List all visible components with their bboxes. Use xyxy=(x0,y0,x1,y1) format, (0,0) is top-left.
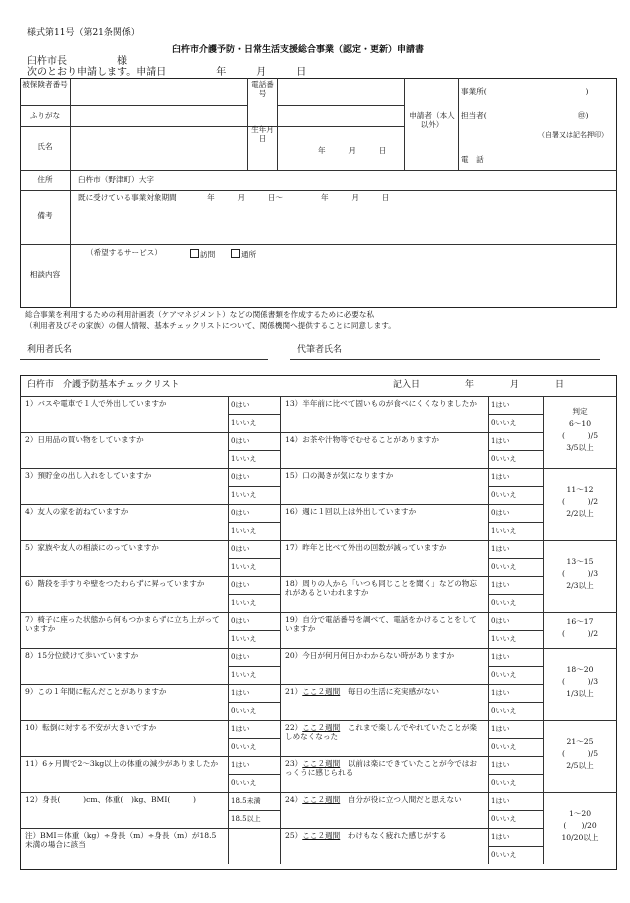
answer-option[interactable]: 1いいえ xyxy=(231,455,257,463)
answer-divider xyxy=(228,558,280,559)
judge-line xyxy=(543,792,617,793)
answer-option[interactable]: 0いいえ xyxy=(491,455,517,463)
answer-option[interactable]: 0いいえ xyxy=(491,815,517,823)
judge-text: 13～15 xyxy=(566,557,594,566)
judge-text: ( )/5 xyxy=(561,431,599,440)
answer-option[interactable]: 1はい xyxy=(491,473,510,481)
answer-option[interactable]: 0はい xyxy=(231,581,250,589)
day-service-option[interactable] xyxy=(231,249,256,260)
checklist-item-left: 7）椅子に座った状態から何もつかまらずに立ち上がっていますか xyxy=(25,615,220,633)
answer-option[interactable]: 18.5以上 xyxy=(231,815,261,823)
checklist-row-line xyxy=(20,648,543,649)
judge-text: ( )/3 xyxy=(561,677,599,686)
answer-option[interactable]: 1いいえ xyxy=(231,671,257,679)
checklist-row-line xyxy=(20,612,543,613)
answer-option[interactable]: 0いいえ xyxy=(491,779,517,787)
answer-option[interactable]: 0はい xyxy=(231,653,250,661)
answer-option[interactable]: 0いいえ xyxy=(491,707,517,715)
insured-number-label: 被保険者番号 xyxy=(22,80,68,89)
answer-option[interactable]: 0いいえ xyxy=(491,419,517,427)
answer-option[interactable]: 1いいえ xyxy=(231,635,257,643)
answer-divider xyxy=(228,522,280,523)
birth-date-field[interactable]: 年 月 日 xyxy=(318,146,387,155)
judge-text: 18～20 xyxy=(566,665,594,674)
answer-option[interactable]: 1いいえ xyxy=(491,635,517,643)
answer-option[interactable]: 0いいえ xyxy=(491,563,517,571)
judge-text: 11～12 xyxy=(566,485,594,494)
checklist-item-right: 14）お茶や汁物等でむせることがありますか xyxy=(285,435,439,444)
visit-option[interactable] xyxy=(190,249,215,260)
answer-option[interactable]: 1はい xyxy=(491,797,510,805)
answer-divider xyxy=(488,414,543,415)
answer-option[interactable]: 1いいえ xyxy=(231,419,257,427)
answer-divider xyxy=(488,810,543,811)
answer-option[interactable]: 1はい xyxy=(491,581,510,589)
answer-option[interactable]: 0いいえ xyxy=(491,851,517,859)
answer-divider xyxy=(228,702,280,703)
answer-option[interactable]: 1いいえ xyxy=(231,527,257,535)
checklist-date[interactable]: 記入日 年 月 日 xyxy=(393,380,565,390)
consult-services-label: （希望するサービス） xyxy=(86,248,162,257)
answer-option[interactable]: 0いいえ xyxy=(231,779,257,787)
answer-option[interactable]: 0いいえ xyxy=(491,743,517,751)
judge-text: ( )/2 xyxy=(561,497,599,506)
checklist-row-line xyxy=(20,540,543,541)
answer-divider xyxy=(488,522,543,523)
checklist-item-right: 16）週に１回以上は外出していますか xyxy=(285,507,417,516)
checklist-item-right: 24）ここ２週間 自分が役に立つ人間だと思えない xyxy=(285,795,462,804)
checklist-row-line xyxy=(20,468,543,469)
answer-option[interactable]: 18.5未満 xyxy=(231,797,261,805)
name-label: 氏名 xyxy=(37,142,53,151)
answer-option[interactable]: 1はい xyxy=(491,833,510,841)
checklist-item-right: 25）ここ２週間 わけもなく疲れた感じがする xyxy=(285,831,447,840)
visit-label: 訪問 xyxy=(200,250,216,259)
birth-label: 生年月日 xyxy=(251,125,274,143)
answer-option[interactable]: 1はい xyxy=(491,401,510,409)
judge-text: 判定 xyxy=(572,407,588,416)
answer-option[interactable]: 1いいえ xyxy=(231,491,257,499)
form-number: 様式第11号（第21条関係） xyxy=(27,28,140,38)
furigana-label: ふりがな xyxy=(29,111,61,120)
furigana-field[interactable] xyxy=(72,107,244,124)
answer-option[interactable]: 0はい xyxy=(231,401,250,409)
judge-text: 1/3以上 xyxy=(566,689,594,698)
checklist-item-right: 13）半年前に比べて固いものが食べにくくなりましたか xyxy=(285,399,477,408)
consent-line-1: 総合事業を利用するための利用計画表（ケアマネジメント）などの関係書類を作成するために必要な私 xyxy=(25,310,375,319)
checklist-item-left: 2）日用品の買い物をしていますか xyxy=(25,435,144,444)
remarks-label: 備考 xyxy=(37,211,53,220)
judge-line xyxy=(543,648,617,649)
answer-divider xyxy=(228,738,280,739)
judge-text: 21～25 xyxy=(566,737,594,746)
judge-text: 2/3以上 xyxy=(566,581,594,590)
judge-text: 1～20 xyxy=(568,809,592,818)
answer-option[interactable]: 1はい xyxy=(491,761,510,769)
judge-text: 3/5以上 xyxy=(566,443,594,452)
answer-option[interactable]: 0いいえ xyxy=(491,599,517,607)
checklist-row-line xyxy=(20,504,543,505)
intro-line: 次のとおり申請します。申請日 年 月 日 xyxy=(27,67,307,78)
answer-option[interactable]: 0いいえ xyxy=(231,743,257,751)
judge-line xyxy=(543,468,617,469)
applicant-other-label: 申請者（本人以外） xyxy=(409,111,455,129)
name-field[interactable] xyxy=(72,128,244,168)
user-name-label: 利用者氏名 xyxy=(27,345,73,355)
checklist-title: 臼杵市 介護予防基本チェックリスト xyxy=(27,380,180,390)
answer-divider xyxy=(228,450,280,451)
checklist-item-left: 8）15分位続けて歩いていますか xyxy=(25,651,139,660)
answer-divider xyxy=(488,450,543,451)
tel-label: 電 話 xyxy=(461,155,484,164)
signature-note: （自署又は記名押印） xyxy=(538,131,608,139)
checklist-item-right: 23）ここ２週間 以前は楽にできていたことが今ではおっくうに感じられる xyxy=(285,759,477,777)
answer-divider xyxy=(228,666,280,667)
checklist-item-left: 1）バスや電車で１人で外出していますか xyxy=(25,399,167,408)
checklist-item-left: 10）転倒に対する不安が大きいですか xyxy=(25,723,157,732)
judge-text: ( )/20 xyxy=(563,821,597,830)
judge-text: ( )/5 xyxy=(561,749,599,758)
answer-option[interactable]: 1はい xyxy=(231,725,250,733)
checklist-item-left: 6）階段を手すりや壁をつたわらずに昇っていますか xyxy=(25,579,205,588)
remarks-period[interactable]: 既に受けている事業対象期間 年 月 日～ 年 月 日 xyxy=(78,193,390,202)
answer-divider xyxy=(488,666,543,667)
checklist-item-right: 21）ここ２週間 毎日の生活に充実感がない xyxy=(285,687,439,696)
answer-divider xyxy=(488,594,543,595)
staff-field[interactable]: 担当者( ㊞) xyxy=(461,111,589,120)
addressee: 臼杵市長 様 xyxy=(27,56,127,67)
checklist-row-line xyxy=(20,576,543,577)
answer-option[interactable]: 0はい xyxy=(231,437,250,445)
judge-line xyxy=(543,612,617,613)
judge-text: 10/20以上 xyxy=(561,833,599,842)
answer-divider xyxy=(228,594,280,595)
answer-option[interactable]: 1いいえ xyxy=(231,599,257,607)
checklist-row-line xyxy=(20,684,543,685)
answer-option[interactable]: 1はい xyxy=(231,689,250,697)
judge-text: 6～10 xyxy=(568,419,592,428)
checklist-item-left: 4）友人の家を訪ねていますか xyxy=(25,507,129,516)
office-field[interactable]: 事業所( ) xyxy=(461,87,589,96)
judge-text: ( )/2 xyxy=(561,629,599,638)
checklist-item-right: 17）昨年と比べて外出の回数が減っていますか xyxy=(285,543,447,552)
day-service-label: 通所 xyxy=(241,250,257,259)
answer-option[interactable]: 1はい xyxy=(491,437,510,445)
answer-option[interactable]: 1はい xyxy=(231,761,250,769)
judge-text: 16～17 xyxy=(566,617,594,626)
checklist-item-left: 11）6ヶ月間で2～3kg以上の体重の減少がありましたか xyxy=(25,759,219,768)
checklist-row-line xyxy=(20,792,543,793)
answer-option[interactable]: 0はい xyxy=(491,617,510,625)
answer-option[interactable]: 0いいえ xyxy=(231,707,257,715)
checklist-item-right: 22）ここ２週間 これまで楽しんでやれていたことが楽しめなくなった xyxy=(285,723,477,741)
phone-field[interactable] xyxy=(279,80,402,103)
checklist-item-left: 注）BMI＝体重（kg）÷身長（m）÷身長（m）が18.5未満の場合に該当 xyxy=(25,831,217,849)
consent-line-2: （利用者及びその家族）の個人情報、基本チェックリストについて、関係機関へ提供することに同意します。 xyxy=(25,321,396,330)
answer-option[interactable]: 1いいえ xyxy=(491,527,517,535)
answer-option[interactable]: 0はい xyxy=(231,545,250,553)
address-label: 住所 xyxy=(37,175,53,184)
answer-divider xyxy=(228,630,280,631)
checklist-vline xyxy=(280,396,281,864)
answer-option[interactable]: 0はい xyxy=(231,617,250,625)
checklist-item-right: 19）自分で電話番号を調べて、電話をかけることをしていますか xyxy=(285,615,477,633)
answer-divider xyxy=(228,486,280,487)
checklist-row-line xyxy=(20,756,543,757)
answer-option[interactable]: 0はい xyxy=(231,473,250,481)
checklist-item-right: 20）今日が何月何日かわからない時がありますか xyxy=(285,651,455,660)
proxy-name-line[interactable] xyxy=(290,359,600,360)
answer-option[interactable]: 1はい xyxy=(491,545,510,553)
phone-label: 電話番号 xyxy=(251,80,274,98)
answer-divider xyxy=(488,558,543,559)
user-name-line[interactable] xyxy=(20,359,268,360)
address-value[interactable]: 臼杵市（野津町）大字 xyxy=(78,175,154,184)
checklist-row-line xyxy=(20,432,543,433)
answer-divider xyxy=(488,738,543,739)
answer-divider xyxy=(228,414,280,415)
judge-text: ( )/3 xyxy=(561,569,599,578)
answer-divider xyxy=(488,702,543,703)
checklist-item-left: 3）預貯金の出し入れをしていますか xyxy=(25,471,152,480)
answer-divider xyxy=(228,810,280,811)
visit-checkbox[interactable] xyxy=(190,249,199,258)
answer-option[interactable]: 1いいえ xyxy=(231,563,257,571)
day-service-checkbox[interactable] xyxy=(231,249,240,258)
answer-divider xyxy=(488,846,543,847)
judge-text: 2/2以上 xyxy=(566,509,594,518)
answer-option[interactable]: 0いいえ xyxy=(491,491,517,499)
answer-option[interactable]: 1はい xyxy=(491,689,510,697)
insured-number-field[interactable] xyxy=(72,80,244,103)
answer-divider xyxy=(488,774,543,775)
answer-option[interactable]: 1はい xyxy=(491,653,510,661)
proxy-name-label: 代筆者氏名 xyxy=(297,345,343,355)
checklist-item-left: 12）身長( )cm、体重( )kg、BMI( ) xyxy=(25,795,197,804)
checklist-row-line xyxy=(20,828,543,829)
answer-option[interactable]: 0いいえ xyxy=(491,671,517,679)
form-title: 臼杵市介護予防・日常生活支援総合事業（認定・更新）申請書 xyxy=(172,45,425,55)
answer-divider xyxy=(488,486,543,487)
judge-line xyxy=(543,540,617,541)
answer-option[interactable]: 1はい xyxy=(491,725,510,733)
checklist-item-right: 15）口の渇きが気になりますか xyxy=(285,471,394,480)
checklist-item-right: 18）周りの人から「いつも同じことを聞く」などの物忘れがあるといわれますか xyxy=(285,579,477,597)
checklist-item-left: 5）家族や友人の相談にのっていますか xyxy=(25,543,159,552)
judge-text: 2/5以上 xyxy=(566,761,594,770)
answer-option[interactable]: 0はい xyxy=(231,509,250,517)
checklist-item-left: 9）この１年間に転んだことがありますか xyxy=(25,687,167,696)
judge-line xyxy=(543,720,617,721)
answer-option[interactable]: 0はい xyxy=(491,509,510,517)
answer-divider xyxy=(488,630,543,631)
checklist-row-line xyxy=(20,720,543,721)
answer-divider xyxy=(228,774,280,775)
consult-label: 相談内容 xyxy=(29,270,61,279)
